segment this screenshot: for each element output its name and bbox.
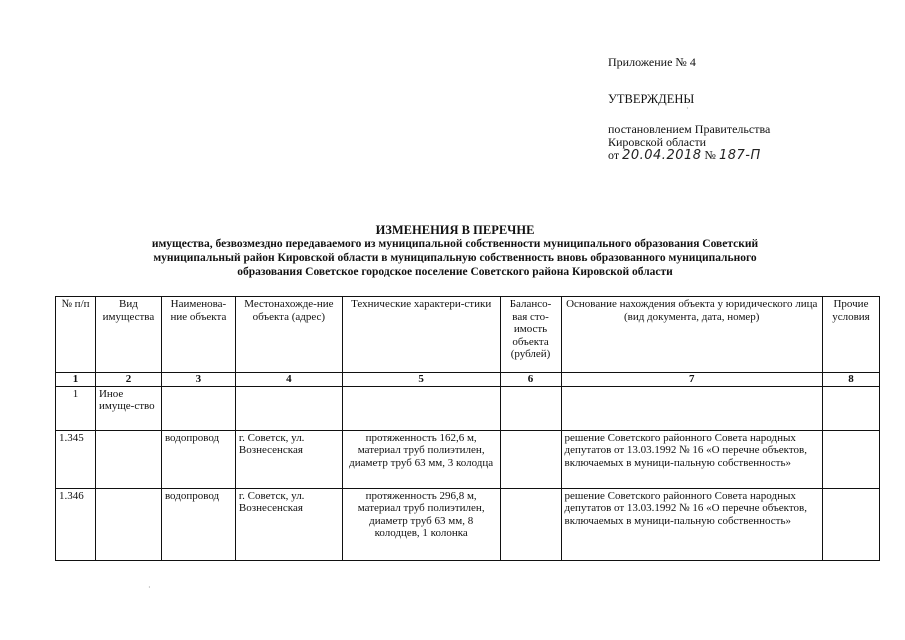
object-address: г. Советск, ул. Вознесенская bbox=[235, 430, 342, 488]
object-name: водопровод bbox=[161, 488, 235, 560]
other-conditions bbox=[822, 386, 879, 430]
technical-specs bbox=[342, 386, 500, 430]
approval-date-line bbox=[608, 149, 770, 162]
header-cell: Вид имущества bbox=[95, 297, 161, 373]
table-row bbox=[56, 430, 880, 488]
header-cell: № п/п bbox=[56, 297, 96, 373]
title-line-2: муниципальный район Кировской области в муниципальную собственность вновь образованного муниципального bbox=[153, 252, 757, 264]
handwritten-number: 187-П bbox=[718, 148, 761, 163]
property-type bbox=[95, 430, 161, 488]
header-cell: Основание нахождения объекта у юридического лица (вид документа, дата, номер) bbox=[561, 297, 822, 373]
approval-line-1: постановлением Правительства bbox=[608, 122, 771, 136]
object-name: водопровод bbox=[161, 430, 235, 488]
header-cell: Прочие условия bbox=[822, 297, 879, 373]
object-address bbox=[235, 386, 342, 430]
number-prefix: № bbox=[704, 148, 716, 162]
title-heading: ИЗМЕНЕНИЯ В ПЕРЕЧНЕ bbox=[375, 223, 535, 237]
column-number: 4 bbox=[235, 373, 342, 387]
column-number: 8 bbox=[822, 373, 879, 387]
balance-value bbox=[500, 430, 561, 488]
property-table bbox=[55, 296, 880, 561]
technical-specs: протяженность 296,8 м, материал труб полиэтилен, диаметр труб 63 мм, 8 колодцев, 1 колонка bbox=[342, 488, 500, 560]
column-number-row bbox=[56, 373, 880, 387]
column-number: 3 bbox=[161, 373, 235, 387]
ownership-basis bbox=[561, 386, 822, 430]
property-type: Иное имуще-ство bbox=[95, 386, 161, 430]
table-row bbox=[56, 386, 880, 430]
column-number: 7 bbox=[561, 373, 822, 387]
appendix-number: Приложение № 4 bbox=[608, 55, 696, 69]
document-title bbox=[115, 223, 795, 279]
header-cell: Наименова-ние объекта bbox=[161, 297, 235, 373]
object-name bbox=[161, 386, 235, 430]
other-conditions bbox=[822, 430, 879, 488]
ownership-basis: решение Советского районного Совета народных депутатов от 13.03.1992 № 16 «О перечне объектов, включаемых в муници-пальную собственность» bbox=[561, 430, 822, 488]
header-cell: Технические характери-стики bbox=[342, 297, 500, 373]
handwritten-date: 20.04.2018 bbox=[622, 148, 702, 163]
header-row bbox=[56, 297, 880, 373]
technical-specs: протяженность 162,6 м, материал труб полиэтилен, диаметр труб 63 мм, 3 колодца bbox=[342, 430, 500, 488]
title-line-1: имущества, безвозмездно передаваемого из муниципальной собственности муниципального образования Советский bbox=[151, 238, 759, 250]
other-conditions bbox=[822, 488, 879, 560]
row-number: 1 bbox=[56, 386, 96, 430]
property-type bbox=[95, 488, 161, 560]
header-cell: Местонахожде-ние объекта (адрес) bbox=[235, 297, 342, 373]
column-number: 1 bbox=[56, 373, 96, 387]
header-cell: Балансо-вая сто-имость объекта (рублей) bbox=[500, 297, 561, 373]
row-number: 1.346 bbox=[56, 488, 96, 560]
balance-value bbox=[500, 488, 561, 560]
table-row bbox=[56, 488, 880, 560]
object-address: г. Советск, ул. Вознесенская bbox=[235, 488, 342, 560]
column-number: 2 bbox=[95, 373, 161, 387]
balance-value bbox=[500, 386, 561, 430]
row-number: 1.345 bbox=[56, 430, 96, 488]
column-number: 5 bbox=[342, 373, 500, 387]
scan-speck: · bbox=[686, 104, 689, 113]
approval-line-2: Кировской области bbox=[608, 135, 707, 149]
date-prefix: от bbox=[608, 148, 620, 162]
scan-speck: · bbox=[148, 583, 151, 592]
title-line-3: образования Советское городское поселение Советского района Кировской области bbox=[237, 266, 673, 278]
ownership-basis: решение Советского районного Совета народных депутатов от 13.03.1992 № 16 «О перечне объектов, включаемых в муници-пальную собственность» bbox=[561, 488, 822, 560]
approved-label: УТВЕРЖДЕНЫ bbox=[608, 92, 695, 106]
approval-block bbox=[608, 123, 770, 162]
column-number: 6 bbox=[500, 373, 561, 387]
